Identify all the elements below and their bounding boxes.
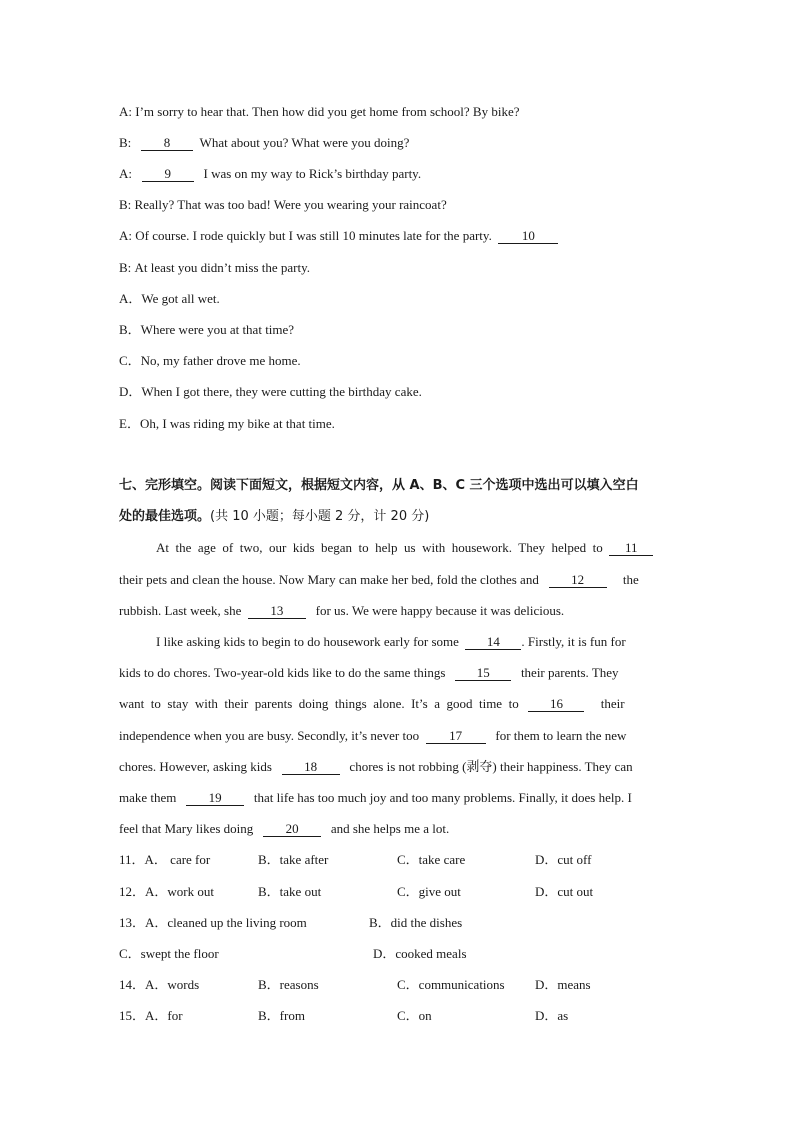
passage-text: make them — [119, 790, 177, 805]
passage-text: independence when you are busy. Secondly, it’s never too — [119, 728, 420, 743]
passage-text: At the age of two, our kids began to help us with housework. They helped to — [156, 540, 603, 555]
passage-text: their — [600, 696, 625, 711]
dialogue-line-4 — [119, 197, 447, 213]
dialogue-option-c — [119, 353, 301, 369]
question-13 — [119, 915, 307, 931]
dialogue-text: I was on my way to Rick’s birthday party. — [203, 166, 422, 181]
blank-20[interactable]: 20 — [263, 822, 321, 837]
passage-line — [119, 728, 626, 744]
speaker: B: — [119, 135, 132, 150]
section-title-cont — [119, 509, 675, 525]
passage-text: rubbish. Last week, she — [119, 603, 242, 618]
blank-13[interactable]: 13 — [248, 604, 306, 619]
blank-19[interactable]: 19 — [186, 791, 244, 806]
option-a[interactable]: A．for — [145, 1008, 183, 1023]
passage-text: feel that Mary likes doing — [119, 821, 254, 836]
option-b[interactable]: B．did the dishes — [369, 915, 463, 930]
passage-line — [119, 821, 449, 837]
question-12 — [119, 884, 214, 900]
passage-text: their pets and clean the house. Now Mary can make her bed, fold the clothes and — [119, 572, 539, 587]
speaker: A: — [119, 228, 132, 243]
speaker: B: — [119, 260, 132, 275]
passage-text: I like asking kids to begin to do housework early for some — [156, 634, 459, 649]
blank-16[interactable]: 16 — [528, 697, 584, 712]
speaker: B: — [119, 197, 132, 212]
question-number: 13． — [119, 915, 146, 930]
option-b[interactable]: B．take out — [258, 884, 322, 899]
blank-8[interactable]: 8 — [141, 136, 193, 151]
option-c[interactable]: C．take care — [397, 852, 466, 867]
passage-text: for us. We were happy because it was delicious. — [315, 603, 565, 618]
passage-text: kids to do chores. Two-year-old kids like to do the same things — [119, 665, 446, 680]
passage-line — [156, 540, 673, 556]
question-14 — [119, 977, 199, 993]
blank-9[interactable]: 9 — [142, 167, 194, 182]
blank-15[interactable]: 15 — [455, 666, 511, 681]
question-number: 14． — [119, 977, 146, 992]
passage-text: for them to learn the new — [495, 728, 627, 743]
dialogue-line-6 — [119, 260, 310, 276]
dialogue-option-a — [119, 291, 220, 307]
blank-17[interactable]: 17 — [426, 729, 486, 744]
blank-12[interactable]: 12 — [549, 573, 607, 588]
dialogue-option-d — [119, 384, 422, 400]
passage-line — [119, 572, 639, 588]
option-text: No, my father drove me home. — [140, 353, 301, 368]
option-letter: C． — [119, 353, 141, 368]
option-letter: D． — [119, 384, 142, 399]
question-number: 15． — [119, 1008, 146, 1023]
passage-text: the — [622, 572, 639, 587]
passage-text: . Firstly, it is fun for — [521, 634, 626, 649]
option-text: We got all wet. — [141, 291, 220, 306]
passage-line — [119, 790, 632, 806]
option-d[interactable]: D．cut off — [535, 852, 592, 867]
dialogue-option-e — [119, 416, 335, 432]
passage-text: that life has too much joy and too many problems. Finally, it does help. I — [253, 790, 632, 805]
dialogue-text: Of course. I rode quickly but I was still 10 minutes late for the party. — [135, 228, 492, 243]
option-text: Oh, I was riding my bike at that time. — [139, 416, 335, 431]
dialogue-text: At least you didn’t miss the party. — [134, 260, 311, 275]
option-d[interactable]: D．cut out — [535, 884, 594, 899]
option-c[interactable]: C．on — [397, 1008, 432, 1023]
dialogue-text: I’m sorry to hear that. Then how did you get home from school? By bike? — [135, 104, 520, 119]
passage-line — [119, 603, 564, 619]
question-11 — [119, 852, 210, 868]
dialogue-line-3 — [119, 166, 421, 182]
option-c[interactable]: C．communications — [397, 977, 505, 992]
option-d[interactable]: D．as — [535, 1008, 569, 1023]
option-text: When I got there, they were cutting the birthday cake. — [141, 384, 422, 399]
section-scoring: (共 10 小题；每小题 2 分，计 20 分) — [210, 509, 430, 524]
question-number: 11． — [119, 852, 145, 867]
passage-text: their parents. They — [520, 665, 619, 680]
dialogue-line-5 — [119, 228, 558, 244]
blank-11[interactable]: 11 — [609, 541, 653, 556]
passage-text: chores is not robbing (剥夺) their happiness. They can — [349, 759, 633, 774]
speaker: A: — [119, 166, 132, 181]
option-c[interactable]: C．give out — [397, 884, 461, 899]
passage-line — [156, 634, 626, 650]
option-d[interactable]: D．cooked meals — [373, 946, 467, 961]
option-a[interactable]: A． care for — [144, 852, 211, 867]
blank-18[interactable]: 18 — [282, 760, 340, 775]
dialogue-text: What about you? What were you doing? — [199, 135, 410, 150]
option-d[interactable]: D．means — [535, 977, 591, 992]
passage-line — [119, 696, 625, 712]
passage-text: want to stay with their parents doing things alone. It’s a good time to — [119, 696, 519, 711]
dialogue-text: Really? That was too bad! Were you wearing your raincoat? — [134, 197, 447, 212]
option-letter: E． — [119, 416, 140, 431]
passage-line — [119, 665, 619, 681]
question-15 — [119, 1008, 183, 1024]
option-a[interactable]: A．work out — [145, 884, 214, 899]
option-a[interactable]: A．words — [145, 977, 200, 992]
option-letter: A． — [119, 291, 142, 306]
option-a[interactable]: A．cleaned up the living room — [145, 915, 307, 930]
speaker: A: — [119, 104, 132, 119]
option-b[interactable]: B．from — [258, 1008, 305, 1023]
dialogue-line-1 — [119, 104, 520, 120]
passage-text: chores. However, asking kids — [119, 759, 272, 774]
blank-14[interactable]: 14 — [465, 635, 521, 650]
option-c[interactable]: C．swept the floor — [119, 946, 219, 961]
option-letter: B． — [119, 322, 141, 337]
passage-line — [119, 759, 633, 775]
option-b[interactable]: B．reasons — [258, 977, 319, 992]
question-number: 12． — [119, 884, 146, 899]
dialogue-option-b — [119, 322, 294, 338]
dialogue-line-2 — [119, 135, 409, 151]
blank-10[interactable]: 10 — [498, 229, 558, 244]
section-title: 七、完形填空。阅读下面短文，根据短文内容，从 A、B、C 三个选项中选出可以填入空白 — [119, 478, 639, 493]
option-b[interactable]: B．take after — [258, 852, 329, 867]
section-title-bold: 处的最佳选项。 — [119, 509, 211, 524]
passage-text: and she helps me a lot. — [330, 821, 450, 836]
option-text: Where were you at that time? — [140, 322, 295, 337]
